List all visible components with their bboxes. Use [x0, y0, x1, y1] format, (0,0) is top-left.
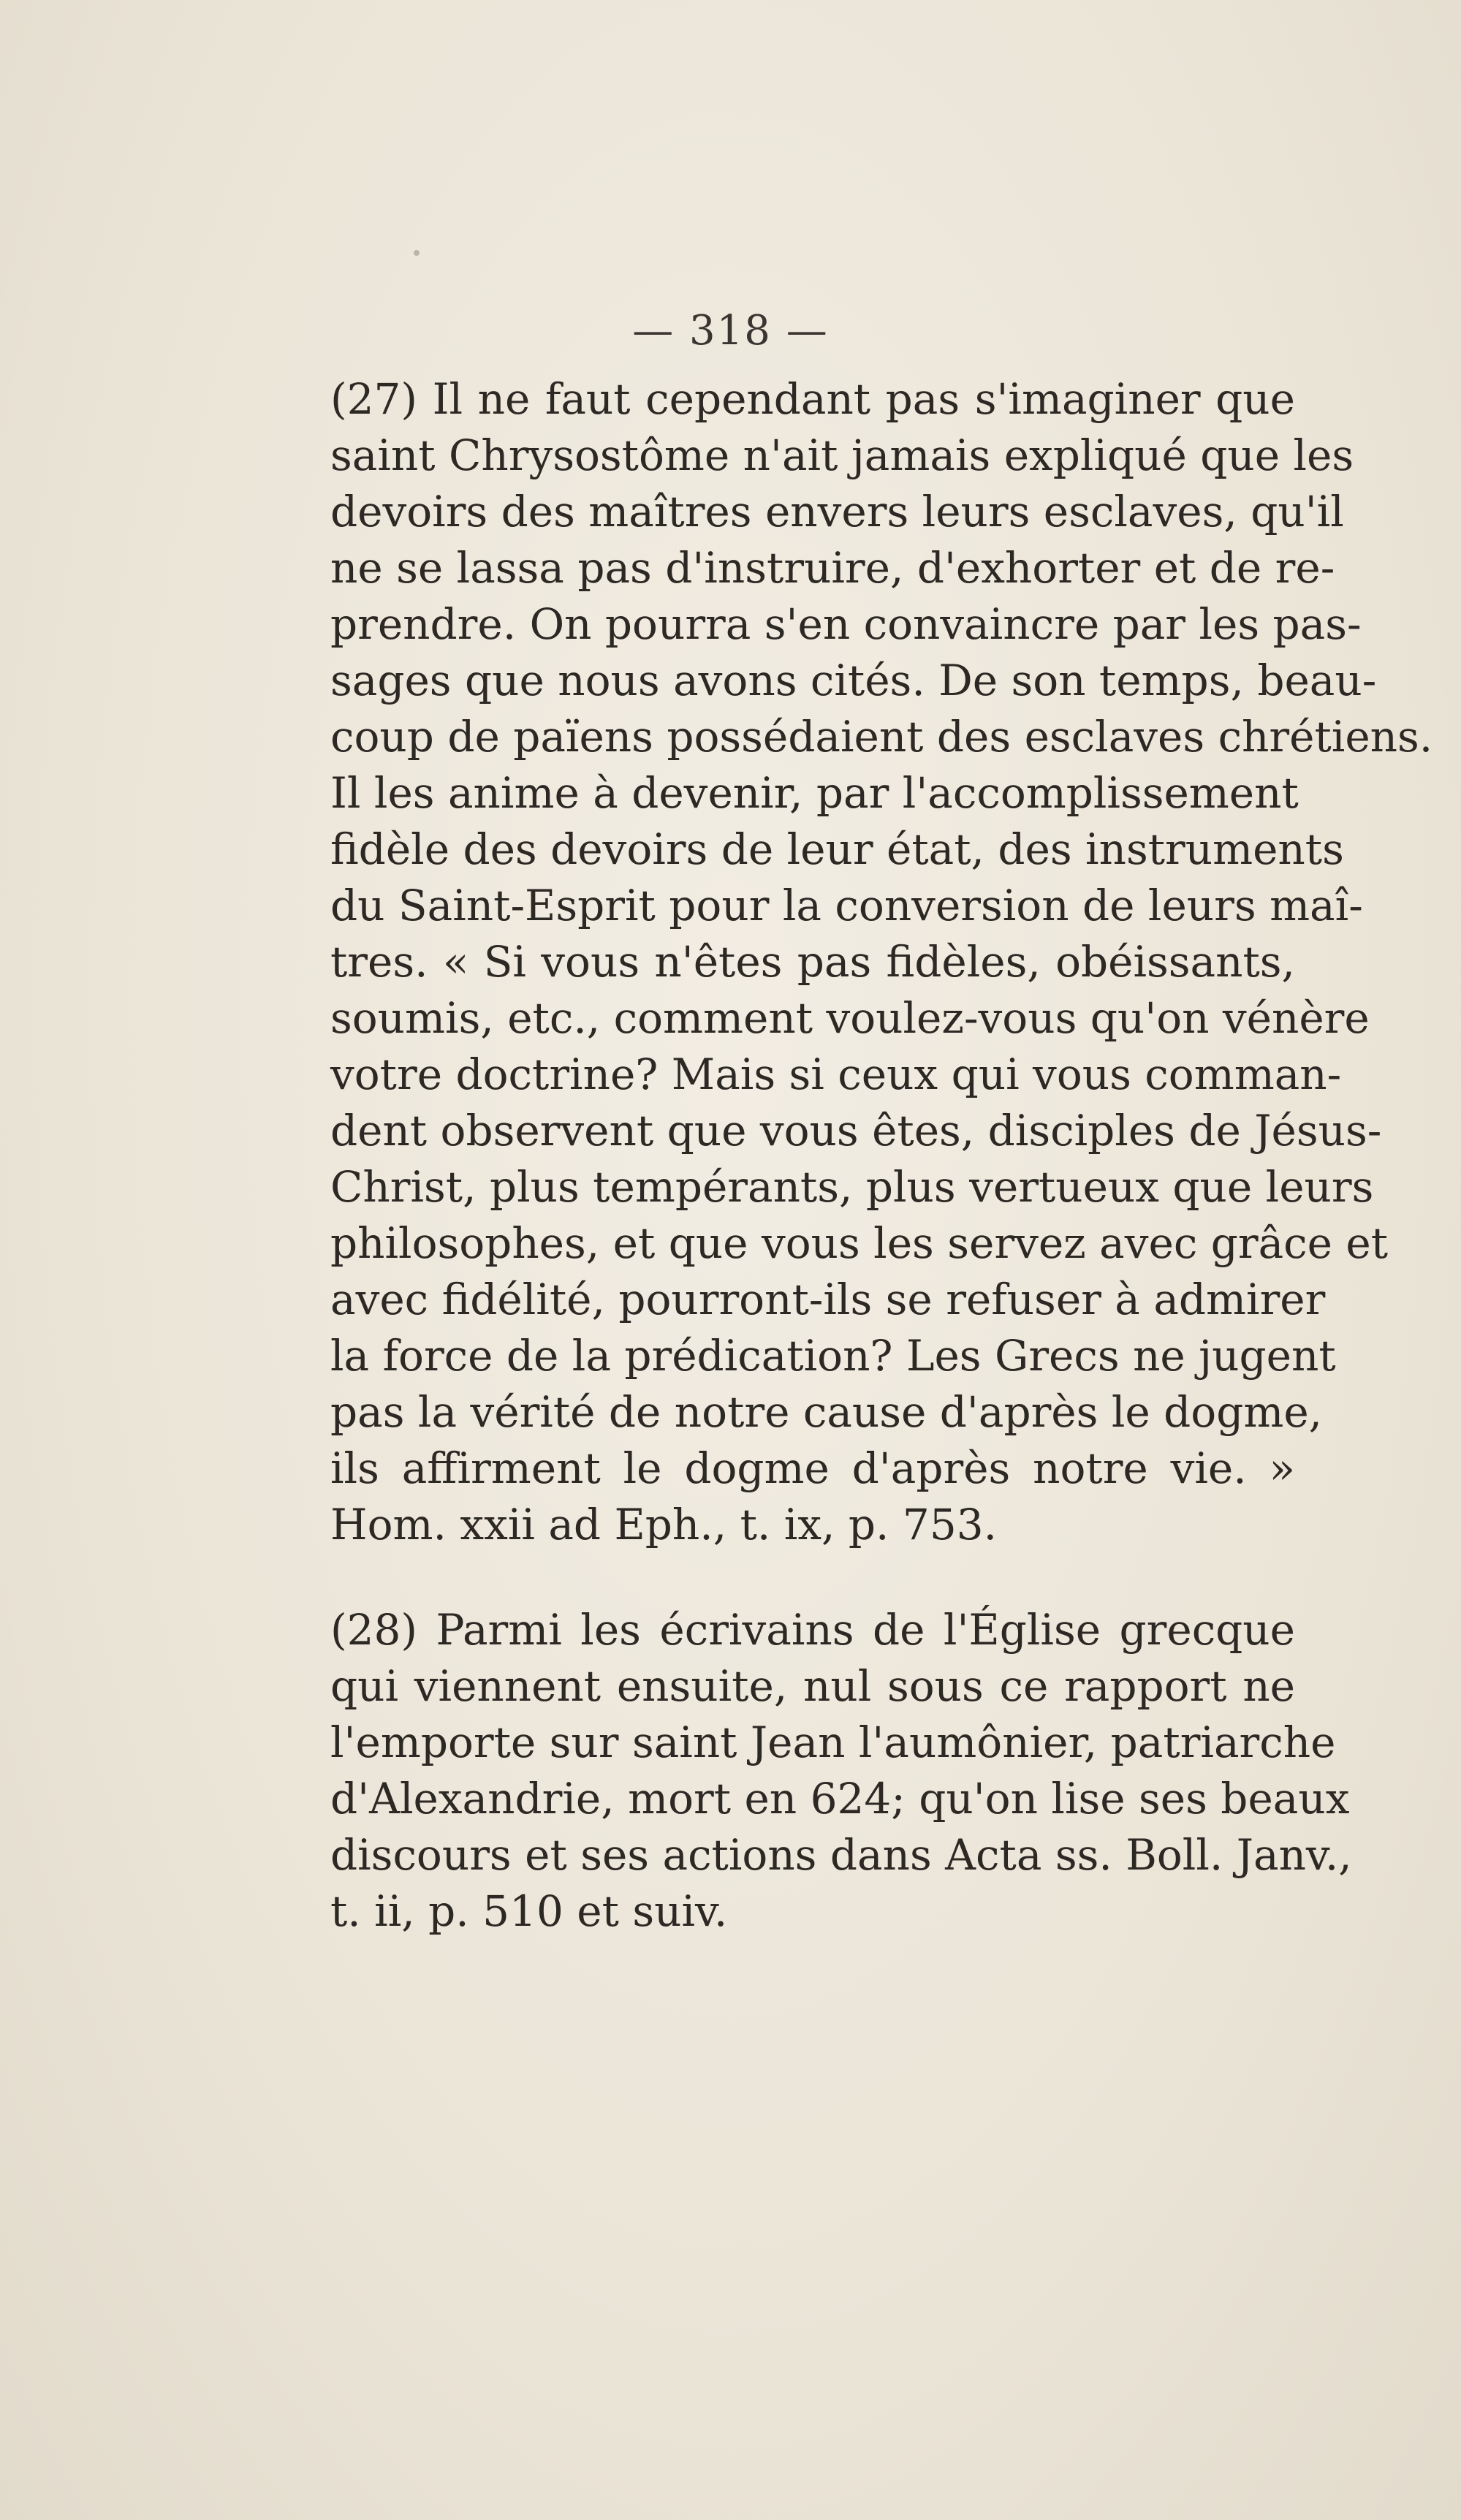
- text-line: Christ, plus tempérants, plus vertueux que leurs: [330, 1162, 1374, 1212]
- text-line: du Saint-Esprit pour la conversion de leurs maî-: [330, 881, 1363, 930]
- text-line: sages que nous avons cités. De son temps, beau-: [330, 656, 1377, 705]
- page-number: — 318 —: [632, 307, 829, 354]
- text-line: (28) Parmi les écrivains de l'Église grecque: [330, 1605, 1295, 1655]
- text-line: ne se lassa pas d'instruire, d'exhorter et de re-: [330, 543, 1335, 593]
- text-line: l'emporte sur saint Jean l'aumônier, patriarche: [330, 1718, 1336, 1767]
- text-line: coup de païens possédaient des esclaves chrétiens.: [330, 712, 1433, 762]
- text-line: Il les anime à devenir, par l'accomplissement: [330, 768, 1299, 818]
- text-line: pas la vérité de notre cause d'après le dogme,: [330, 1387, 1323, 1437]
- text-line: fidèle des devoirs de leur état, des instruments: [330, 824, 1344, 874]
- text-line: tres. « Si vous n'êtes pas fidèles, obéissants,: [330, 937, 1295, 987]
- text-line: dent observent que vous êtes, disciples de Jésus-: [330, 1106, 1382, 1155]
- footnote-28: [330, 1602, 1352, 1940]
- text-line: t. ii, p. 510 et suiv.: [330, 1886, 728, 1936]
- text-line: Hom. xxii ad Eph., t. ix, p. 753.: [330, 1500, 998, 1549]
- text-line: saint Chrysostôme n'ait jamais expliqué que les: [330, 430, 1354, 480]
- text-line: devoirs des maîtres envers leurs esclaves, qu'il: [330, 487, 1344, 536]
- text-line: philosophes, et que vous les servez avec grâce et: [330, 1218, 1389, 1268]
- text-line: (27) Il ne faut cependant pas s'imaginer que: [330, 374, 1295, 424]
- paper-speck: [414, 250, 420, 256]
- text-line: discours et ses actions dans Acta ss. Boll. Janv.,: [330, 1830, 1352, 1880]
- text-line: la force de la prédication? Les Grecs ne jugent: [330, 1331, 1336, 1381]
- text-line: prendre. On pourra s'en convaincre par les pas-: [330, 599, 1362, 649]
- text-line: ils affirment le dogme d'après notre vie. »: [330, 1443, 1295, 1493]
- footnote-27: [330, 371, 1433, 1553]
- text-line: avec fidélité, pourront-ils se refuser à admirer: [330, 1275, 1326, 1324]
- text-line: d'Alexandrie, mort en 624; qu'on lise ses beaux: [330, 1774, 1350, 1823]
- text-line: qui viennent ensuite, nul sous ce rapport ne: [330, 1661, 1295, 1711]
- text-line: votre doctrine? Mais si ceux qui vous comman-: [330, 1050, 1342, 1099]
- text-line: soumis, etc., comment voulez-vous qu'on vénère: [330, 993, 1370, 1043]
